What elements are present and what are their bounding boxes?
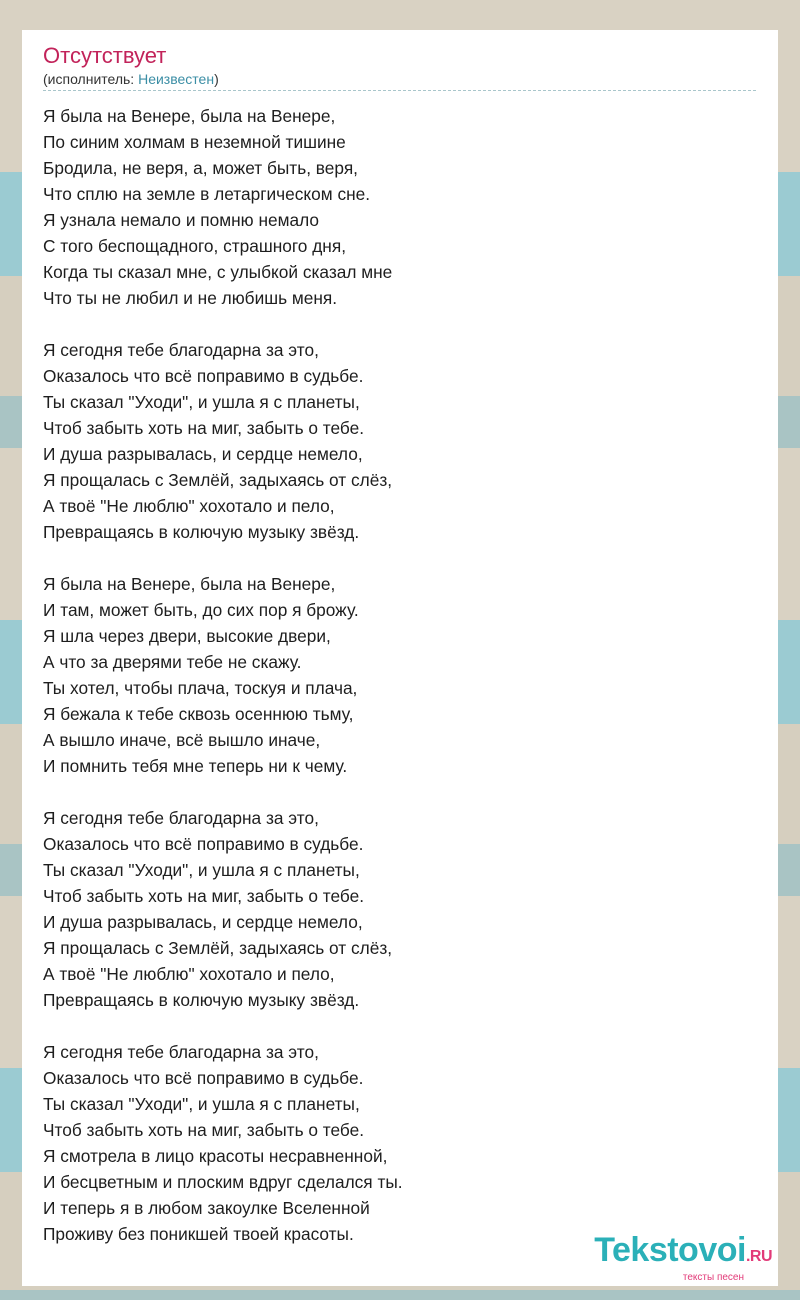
- lyrics-line: Я прощалась с Землёй, задыхаясь от слёз,: [43, 938, 393, 958]
- artist-link[interactable]: Неизвестен: [138, 71, 215, 87]
- lyrics-line: И бесцветным и плоским вдруг сделался ты.: [43, 1172, 403, 1192]
- lyrics-line: Проживу без поникшей твоей красоты.: [43, 1224, 354, 1244]
- lyrics-line: С того беспощадного, страшного дня,: [43, 236, 346, 256]
- lyrics-stanza: [43, 337, 778, 545]
- lyrics-line: А твоё "Не люблю" хохотало и пело,: [43, 964, 335, 984]
- site-logo[interactable]: [594, 1233, 772, 1283]
- lyrics-text: [43, 103, 778, 1247]
- lyrics-line: И душа разрывалась, и сердце немело,: [43, 912, 363, 932]
- lyrics-line: Оказалось что всё поправимо в судьбе.: [43, 1068, 364, 1088]
- lyrics-line: Я бежала к тебе сквозь осеннюю тьму,: [43, 704, 354, 724]
- lyrics-line: Что сплю на земле в летаргическом сне.: [43, 184, 371, 204]
- lyrics-line: Я сегодня тебе благодарна за это,: [43, 1042, 319, 1062]
- lyrics-line: А что за дверями тебе не скажу.: [43, 652, 302, 672]
- lyrics-line: Оказалось что всё поправимо в судьбе.: [43, 834, 364, 854]
- lyrics-line: Ты хотел, чтобы плача, тоскуя и плача,: [43, 678, 358, 698]
- logo-tagline: тексты песен: [682, 1272, 744, 1283]
- lyrics-line: Превращаясь в колючую музыку звёзд.: [43, 522, 360, 542]
- lyrics-line: Я сегодня тебе благодарна за это,: [43, 808, 319, 828]
- lyrics-line: Когда ты сказал мне, с улыбкой сказал мне: [43, 262, 393, 282]
- lyrics-line: Ты сказал "Уходи", и ушла я с планеты,: [43, 1094, 360, 1114]
- lyrics-line: Ты сказал "Уходи", и ушла я с планеты,: [43, 860, 360, 880]
- background-strip: [0, 1290, 800, 1300]
- song-title: Отсутствует: [43, 43, 167, 68]
- lyrics-line: Чтоб забыть хоть на миг, забыть о тебе.: [43, 1120, 365, 1140]
- lyrics-line: Оказалось что всё поправимо в судьбе.: [43, 366, 364, 386]
- artist-line: [43, 70, 756, 91]
- lyrics-line: Я сегодня тебе благодарна за это,: [43, 340, 319, 360]
- lyrics-line: Ты сказал "Уходи", и ушла я с планеты,: [43, 392, 360, 412]
- artist-prefix: (исполнитель:: [43, 71, 139, 87]
- lyrics-line: Чтоб забыть хоть на миг, забыть о тебе.: [43, 418, 365, 438]
- lyrics-line: А вышло иначе, всё вышло иначе,: [43, 730, 321, 750]
- lyrics-stanza: [43, 805, 778, 1013]
- lyrics-card: [22, 30, 778, 1286]
- lyrics-line: Я была на Венере, была на Венере,: [43, 574, 336, 594]
- lyrics-line: Чтоб забыть хоть на миг, забыть о тебе.: [43, 886, 365, 906]
- artist-suffix: ): [214, 71, 219, 87]
- lyrics-line: Я шла через двери, высокие двери,: [43, 626, 331, 646]
- lyrics-line: По синим холмам в неземной тишине: [43, 132, 346, 152]
- lyrics-line: Я прощалась с Землёй, задыхаясь от слёз,: [43, 470, 393, 490]
- lyrics-stanza: [43, 103, 778, 311]
- lyrics-stanza: [43, 1039, 778, 1247]
- lyrics-line: И теперь я в любом закоулке Вселенной: [43, 1198, 370, 1218]
- logo-name: Tekstovoi: [594, 1231, 746, 1269]
- lyrics-line: Я смотрела в лицо красоты несравненной,: [43, 1146, 388, 1166]
- lyrics-line: А твоё "Не люблю" хохотало и пело,: [43, 496, 335, 516]
- lyrics-stanza: [43, 571, 778, 779]
- lyrics-line: И там, может быть, до сих пор я брожу.: [43, 600, 359, 620]
- lyrics-line: Бродила, не веря, а, может быть, веря,: [43, 158, 358, 178]
- lyrics-line: И помнить тебя мне теперь ни к чему.: [43, 756, 348, 776]
- lyrics-line: Превращаясь в колючую музыку звёзд.: [43, 990, 360, 1010]
- lyrics-line: Что ты не любил и не любишь меня.: [43, 288, 338, 308]
- lyrics-line: Я была на Венере, была на Венере,: [43, 106, 336, 126]
- lyrics-line: Я узнала немало и помню немало: [43, 210, 319, 230]
- logo-tld: .RU: [745, 1248, 772, 1265]
- lyrics-line: И душа разрывалась, и сердце немело,: [43, 444, 363, 464]
